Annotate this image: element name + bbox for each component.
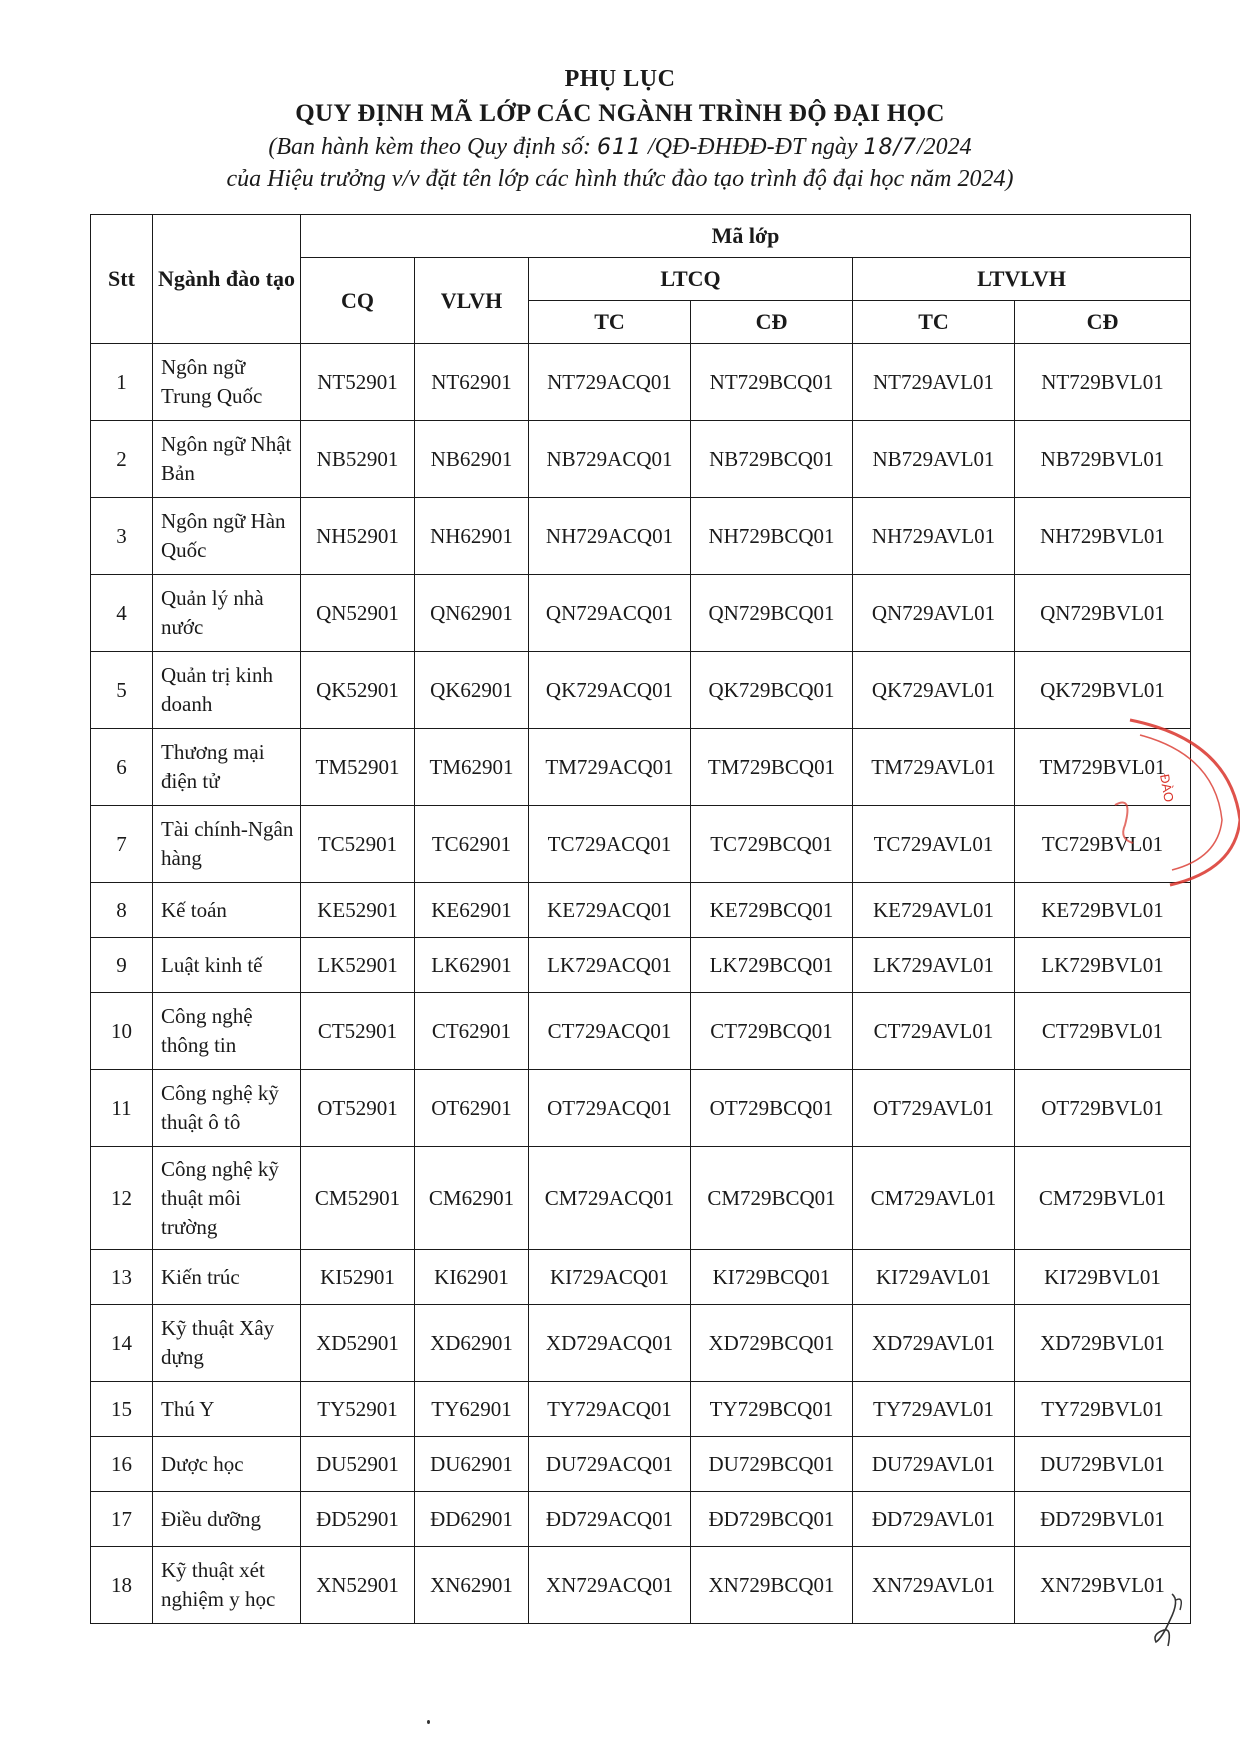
cell-ltcq-cd: OT729BCQ01 [691, 1070, 853, 1147]
table-row [91, 652, 1191, 729]
cell-ltvlvh-tc: OT729AVL01 [853, 1070, 1015, 1147]
cell-stt: 1 [91, 344, 153, 421]
cell-ltcq-tc: LK729ACQ01 [529, 938, 691, 993]
decree-prefix: (Ban hành kèm theo Quy định số: [268, 134, 597, 160]
cell-cq: XN52901 [301, 1547, 415, 1624]
cell-major: Ngôn ngữ Trung Quốc [153, 344, 301, 421]
cell-ltvlvh-tc: ĐD729AVL01 [853, 1492, 1015, 1547]
cell-ltvlvh-tc: QN729AVL01 [853, 575, 1015, 652]
cell-stt: 6 [91, 729, 153, 806]
cell-major: Ngôn ngữ Nhật Bản [153, 421, 301, 498]
cell-ltcq-tc: ĐD729ACQ01 [529, 1492, 691, 1547]
cell-ltcq-cd: NB729BCQ01 [691, 421, 853, 498]
handwritten-initials-icon [1150, 1590, 1190, 1650]
cell-cq: ĐD52901 [301, 1492, 415, 1547]
stamp-text: ĐÀO [1157, 772, 1177, 804]
cell-cq: KE52901 [301, 883, 415, 938]
header-ltvlvh: LTVLVH [853, 258, 1191, 301]
cell-ltvlvh-cd: NH729BVL01 [1015, 498, 1191, 575]
cell-ltcq-tc: TC729ACQ01 [529, 806, 691, 883]
table-row [91, 1437, 1191, 1492]
cell-ltcq-cd: KE729BCQ01 [691, 883, 853, 938]
cell-ltcq-cd: QN729BCQ01 [691, 575, 853, 652]
table-row [91, 1382, 1191, 1437]
cell-ltcq-tc: NB729ACQ01 [529, 421, 691, 498]
cell-stt: 13 [91, 1250, 153, 1305]
cell-ltvlvh-cd: OT729BVL01 [1015, 1070, 1191, 1147]
cell-stt: 4 [91, 575, 153, 652]
cell-ltvlvh-cd: NT729BVL01 [1015, 344, 1191, 421]
header-ltcq-cd: CĐ [691, 301, 853, 344]
cell-cq: TM52901 [301, 729, 415, 806]
decree-middle: /QĐ-ĐHĐĐ-ĐT ngày [641, 134, 864, 160]
cell-ltcq-tc: QN729ACQ01 [529, 575, 691, 652]
cell-ltvlvh-cd: NB729BVL01 [1015, 421, 1191, 498]
cell-major: Kiến trúc [153, 1250, 301, 1305]
cell-ltcq-tc: TY729ACQ01 [529, 1382, 691, 1437]
cell-vlvh: TC62901 [415, 806, 529, 883]
header-ltvlvh-tc: TC [853, 301, 1015, 344]
cell-ltcq-tc: KE729ACQ01 [529, 883, 691, 938]
decree-date-handwritten: 18/7 [863, 135, 917, 160]
cell-ltvlvh-cd: KI729BVL01 [1015, 1250, 1191, 1305]
table-row [91, 1250, 1191, 1305]
cell-major: Thương mại điện tử [153, 729, 301, 806]
cell-ltvlvh-tc: XD729AVL01 [853, 1305, 1015, 1382]
cell-ltvlvh-tc: NT729AVL01 [853, 344, 1015, 421]
cell-major: Công nghệ thông tin [153, 993, 301, 1070]
cell-stt: 2 [91, 421, 153, 498]
cell-ltcq-tc: CM729ACQ01 [529, 1147, 691, 1250]
cell-ltvlvh-tc: QK729AVL01 [853, 652, 1015, 729]
cell-ltvlvh-tc: CM729AVL01 [853, 1147, 1015, 1250]
class-code-table [90, 214, 1191, 1624]
cell-ltvlvh-cd: TY729BVL01 [1015, 1382, 1191, 1437]
table-row [91, 993, 1191, 1070]
cell-cq: TC52901 [301, 806, 415, 883]
cell-major: Tài chính-Ngân hàng [153, 806, 301, 883]
decree-reference [120, 134, 1120, 161]
table-row [91, 1547, 1191, 1624]
cell-ltcq-tc: OT729ACQ01 [529, 1070, 691, 1147]
cell-stt: 8 [91, 883, 153, 938]
cell-ltcq-tc: KI729ACQ01 [529, 1250, 691, 1305]
cell-ltvlvh-tc: DU729AVL01 [853, 1437, 1015, 1492]
cell-ltcq-cd: QK729BCQ01 [691, 652, 853, 729]
scan-speck [427, 1720, 430, 1724]
cell-cq: DU52901 [301, 1437, 415, 1492]
cell-vlvh: TM62901 [415, 729, 529, 806]
cell-major: Thú Y [153, 1382, 301, 1437]
cell-stt: 14 [91, 1305, 153, 1382]
cell-ltvlvh-tc: KI729AVL01 [853, 1250, 1015, 1305]
cell-ltcq-cd: TC729BCQ01 [691, 806, 853, 883]
cell-major: Dược học [153, 1437, 301, 1492]
cell-ltvlvh-cd: ĐD729BVL01 [1015, 1492, 1191, 1547]
cell-ltvlvh-tc: KE729AVL01 [853, 883, 1015, 938]
cell-vlvh: ĐD62901 [415, 1492, 529, 1547]
cell-ltcq-cd: ĐD729BCQ01 [691, 1492, 853, 1547]
header-cq: CQ [301, 258, 415, 344]
table-row [91, 1147, 1191, 1250]
appendix-subtitle: QUY ĐỊNH MÃ LỚP CÁC NGÀNH TRÌNH ĐỘ ĐẠI HỌC [295, 100, 945, 127]
cell-ltcq-cd: CM729BCQ01 [691, 1147, 853, 1250]
cell-vlvh: QK62901 [415, 652, 529, 729]
table-row [91, 1070, 1191, 1147]
cell-ltvlvh-cd: QK729BVL01 [1015, 652, 1191, 729]
table-row [91, 883, 1191, 938]
appendix-title: PHỤ LỤC [564, 66, 676, 92]
cell-vlvh: TY62901 [415, 1382, 529, 1437]
cell-cq: NB52901 [301, 421, 415, 498]
cell-ltvlvh-cd: QN729BVL01 [1015, 575, 1191, 652]
cell-ltvlvh-tc: NH729AVL01 [853, 498, 1015, 575]
cell-ltcq-cd: XD729BCQ01 [691, 1305, 853, 1382]
cell-stt: 9 [91, 938, 153, 993]
cell-major: Điều dưỡng [153, 1492, 301, 1547]
cell-ltvlvh-tc: TY729AVL01 [853, 1382, 1015, 1437]
cell-major: Công nghệ kỹ thuật môi trường [153, 1147, 301, 1250]
cell-stt: 7 [91, 806, 153, 883]
decree-suffix: /2024 [916, 134, 972, 160]
cell-ltcq-cd: NT729BCQ01 [691, 344, 853, 421]
cell-ltvlvh-tc: XN729AVL01 [853, 1547, 1015, 1624]
cell-ltcq-tc: TM729ACQ01 [529, 729, 691, 806]
cell-vlvh: KI62901 [415, 1250, 529, 1305]
table-row [91, 421, 1191, 498]
cell-ltcq-cd: CT729BCQ01 [691, 993, 853, 1070]
cell-vlvh: OT62901 [415, 1070, 529, 1147]
cell-vlvh: QN62901 [415, 575, 529, 652]
cell-ltcq-tc: DU729ACQ01 [529, 1437, 691, 1492]
header-ltcq: LTCQ [529, 258, 853, 301]
cell-ltcq-tc: XD729ACQ01 [529, 1305, 691, 1382]
cell-stt: 15 [91, 1382, 153, 1437]
cell-vlvh: NB62901 [415, 421, 529, 498]
cell-stt: 18 [91, 1547, 153, 1624]
cell-ltvlvh-tc: CT729AVL01 [853, 993, 1015, 1070]
cell-cq: CM52901 [301, 1147, 415, 1250]
cell-ltcq-cd: NH729BCQ01 [691, 498, 853, 575]
cell-cq: OT52901 [301, 1070, 415, 1147]
cell-ltvlvh-cd: TM729BVL01 [1015, 729, 1191, 806]
cell-ltvlvh-cd: CT729BVL01 [1015, 993, 1191, 1070]
cell-major: Quản lý nhà nước [153, 575, 301, 652]
cell-ltvlvh-tc: TC729AVL01 [853, 806, 1015, 883]
table-row [91, 1305, 1191, 1382]
table-row [91, 729, 1191, 806]
table-row [91, 498, 1191, 575]
cell-stt: 11 [91, 1070, 153, 1147]
table-row [91, 344, 1191, 421]
cell-ltvlvh-cd: XN729BVL01 [1015, 1547, 1191, 1624]
cell-ltvlvh-cd: CM729BVL01 [1015, 1147, 1191, 1250]
cell-ltvlvh-cd: TC729BVL01 [1015, 806, 1191, 883]
table-row [91, 1492, 1191, 1547]
cell-ltvlvh-tc: NB729AVL01 [853, 421, 1015, 498]
cell-stt: 3 [91, 498, 153, 575]
cell-vlvh: XN62901 [415, 1547, 529, 1624]
cell-cq: TY52901 [301, 1382, 415, 1437]
cell-major: Luật kinh tế [153, 938, 301, 993]
cell-cq: KI52901 [301, 1250, 415, 1305]
cell-ltcq-tc: NT729ACQ01 [529, 344, 691, 421]
cell-vlvh: LK62901 [415, 938, 529, 993]
table-row [91, 938, 1191, 993]
cell-ltvlvh-tc: TM729AVL01 [853, 729, 1015, 806]
cell-major: Kế toán [153, 883, 301, 938]
cell-stt: 5 [91, 652, 153, 729]
header-ltcq-tc: TC [529, 301, 691, 344]
header-vlvh: VLVH [415, 258, 529, 344]
decree-number-handwritten: 611 [596, 135, 642, 160]
cell-vlvh: CM62901 [415, 1147, 529, 1250]
cell-ltvlvh-cd: KE729BVL01 [1015, 883, 1191, 938]
cell-vlvh: KE62901 [415, 883, 529, 938]
header-class-code: Mã lớp [301, 215, 1191, 258]
header-stt: Stt [91, 215, 153, 344]
cell-vlvh: CT62901 [415, 993, 529, 1070]
cell-ltcq-cd: KI729BCQ01 [691, 1250, 853, 1305]
decree-issuer-line: của Hiệu trưởng v/v đặt tên lớp các hình thức đào tạo trình độ đại học năm 2024) [226, 166, 1014, 192]
cell-ltcq-cd: TM729BCQ01 [691, 729, 853, 806]
cell-ltcq-tc: CT729ACQ01 [529, 993, 691, 1070]
cell-ltvlvh-cd: DU729BVL01 [1015, 1437, 1191, 1492]
cell-major: Ngôn ngữ Hàn Quốc [153, 498, 301, 575]
cell-vlvh: NT62901 [415, 344, 529, 421]
cell-cq: NH52901 [301, 498, 415, 575]
cell-ltcq-tc: QK729ACQ01 [529, 652, 691, 729]
cell-stt: 17 [91, 1492, 153, 1547]
header-ltvlvh-cd: CĐ [1015, 301, 1191, 344]
cell-stt: 16 [91, 1437, 153, 1492]
cell-major: Quản trị kinh doanh [153, 652, 301, 729]
cell-ltcq-cd: XN729BCQ01 [691, 1547, 853, 1624]
cell-cq: QN52901 [301, 575, 415, 652]
table-row [91, 575, 1191, 652]
cell-ltcq-cd: TY729BCQ01 [691, 1382, 853, 1437]
cell-cq: XD52901 [301, 1305, 415, 1382]
cell-ltcq-tc: XN729ACQ01 [529, 1547, 691, 1624]
cell-cq: QK52901 [301, 652, 415, 729]
cell-cq: LK52901 [301, 938, 415, 993]
cell-ltvlvh-cd: LK729BVL01 [1015, 938, 1191, 993]
cell-ltcq-tc: NH729ACQ01 [529, 498, 691, 575]
cell-cq: CT52901 [301, 993, 415, 1070]
cell-ltcq-cd: LK729BCQ01 [691, 938, 853, 993]
cell-vlvh: DU62901 [415, 1437, 529, 1492]
cell-ltcq-cd: DU729BCQ01 [691, 1437, 853, 1492]
table-row [91, 806, 1191, 883]
cell-stt: 12 [91, 1147, 153, 1250]
cell-major: Kỹ thuật xét nghiệm y học [153, 1547, 301, 1624]
cell-ltvlvh-tc: LK729AVL01 [853, 938, 1015, 993]
header-major: Ngành đào tạo [153, 215, 301, 344]
cell-major: Công nghệ kỹ thuật ô tô [153, 1070, 301, 1147]
cell-stt: 10 [91, 993, 153, 1070]
cell-vlvh: XD62901 [415, 1305, 529, 1382]
cell-vlvh: NH62901 [415, 498, 529, 575]
cell-cq: NT52901 [301, 344, 415, 421]
cell-major: Kỹ thuật Xây dựng [153, 1305, 301, 1382]
cell-ltvlvh-cd: XD729BVL01 [1015, 1305, 1191, 1382]
